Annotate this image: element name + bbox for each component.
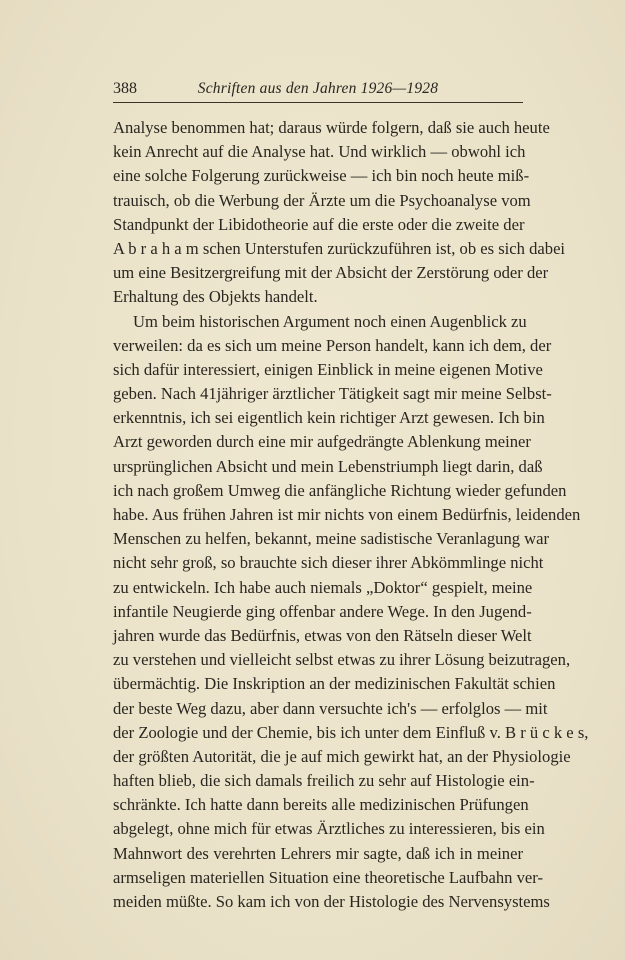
text-line: A b r a h a m schen Unterstufen zurückzuführen ist, ob es sich dabei: [113, 238, 566, 258]
running-title: Schriften aus den Jahren 1926—1928: [197, 80, 439, 97]
text-line: infantile Neugierde ging offenbar andere Wege. In den Jugend-: [113, 601, 532, 621]
text-line: meiden müßte. So kam ich von der Histologie des Nervensystems: [113, 892, 550, 911]
text-line: geben. Nach 41jähriger ärztlicher Tätigkeit sagt mir meine Selbst-: [113, 384, 552, 404]
text-line: verweilen: da es sich um meine Person handelt, kann ich dem, der: [113, 335, 552, 355]
text-line: abgelegt, ohne mich für etwas Ärztliches zu interessieren, bis ein: [113, 819, 545, 839]
text-line: haften blieb, die sich damals freilich zu sehr auf Histologie ein-: [113, 771, 535, 791]
page-number: 388: [113, 80, 137, 97]
text-line: Erhaltung des Objekts handelt.: [113, 287, 318, 307]
text-line: Menschen zu helfen, bekannt, meine sadistische Veranlagung war: [113, 529, 550, 549]
text-line: zu verstehen und vielleicht selbst etwas zu ihrer Lösung beizutragen,: [113, 650, 571, 670]
text-line: Arzt geworden durch eine mir aufgedrängte Ablenkung meiner: [113, 432, 531, 452]
text-line: der größten Autorität, die je auf mich gewirkt hat, an der Physiologie: [113, 746, 571, 766]
text-line: ursprünglichen Absicht und mein Lebenstriumph liegt darin, daß: [113, 456, 543, 476]
text-line: übermächtig. Die Inskription an der medizinischen Fakultät schien: [113, 674, 556, 694]
text-line: kein Anrecht auf die Analyse hat. Und wirklich — obwohl ich: [113, 142, 526, 162]
text-line: zu entwickeln. Ich habe auch niemals „Doktor“ gespielt, meine: [113, 577, 533, 597]
text-line: Standpunkt der Libidotheorie auf die erste oder die zweite der: [113, 214, 525, 234]
text-line: der beste Weg dazu, aber dann versuchte ich's — erfolglos — mit: [113, 698, 548, 718]
text-line: Um beim historischen Argument noch einen Augenblick zu: [133, 311, 527, 331]
text-line: sich dafür interessiert, einigen Einblick in meine eigenen Motive: [113, 359, 543, 379]
running-header: [113, 80, 523, 103]
text-line: ich nach großem Umweg die anfängliche Richtung wieder gefunden: [113, 480, 567, 500]
text-line: jahren wurde das Bedürfnis, etwas von den Rätseln dieser Welt: [113, 625, 532, 645]
text-line: nicht sehr groß, so brauchte sich dieser ihrer Abkömmlinge nicht: [113, 553, 544, 573]
text-line: Analyse benommen hat; daraus würde folgern, daß sie auch heute: [113, 118, 550, 137]
text-line: trauisch, ob die Werbung der Ärzte um die Psychoanalyse vom: [113, 190, 531, 210]
body-text: [113, 116, 589, 914]
text-line: der Zoologie und der Chemie, bis ich unter dem Einfluß v. B r ü c k e s,: [113, 722, 589, 742]
text-line: um eine Besitzergreifung mit der Absicht der Zerstörung oder der: [113, 263, 549, 283]
text-line: armseligen materiellen Situation eine theoretische Laufbahn ver-: [113, 867, 544, 887]
text-line: erkenntnis, ich sei eigentlich kein richtiger Arzt gewesen. Ich bin: [113, 408, 545, 428]
text-line: habe. Aus frühen Jahren ist mir nichts von einem Bedürfnis, leidenden: [113, 505, 581, 524]
text-line: Mahnwort des verehrten Lehrers mir sagte, daß ich in meiner: [113, 843, 523, 863]
text-line: schränkte. Ich hatte dann bereits alle medizinischen Prüfungen: [113, 795, 529, 815]
text-line: eine solche Folgerung zurückweise — ich bin noch heute miß-: [113, 166, 530, 186]
